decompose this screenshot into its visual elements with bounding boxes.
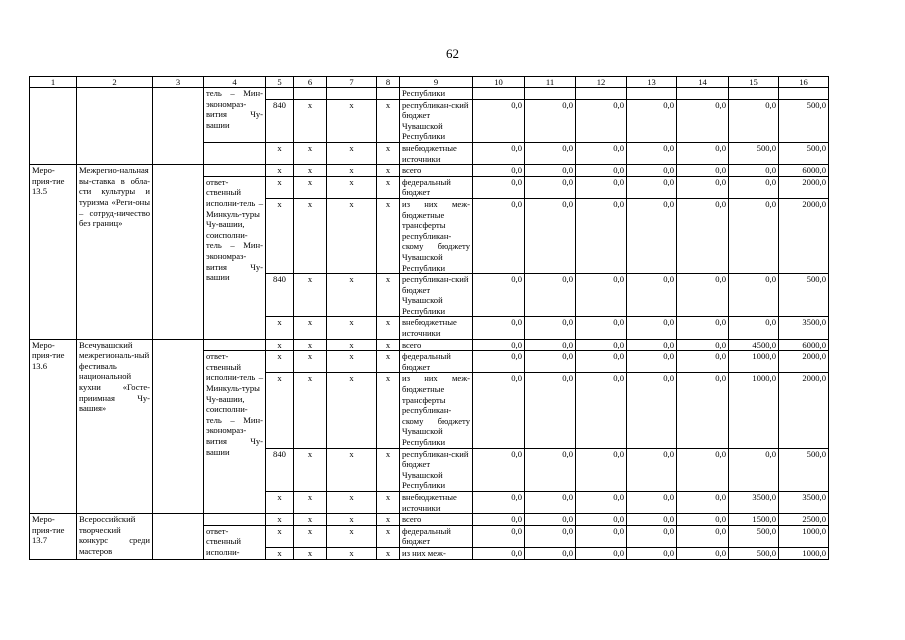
code-cell: х [377,176,400,198]
code-cell: х [377,351,400,373]
value-cell: 0,0 [677,448,729,491]
value-cell: 1000,0 [729,373,779,448]
code-cell [327,88,377,100]
value-cell: 0,0 [473,176,525,198]
code-cell: х [377,165,400,177]
value-cell: 0,0 [627,317,677,339]
code-cell: х [266,142,294,164]
value-cell: 500,0 [779,448,829,491]
value-cell: 0,0 [525,176,576,198]
value-cell: 0,0 [525,165,576,177]
code-cell: х [377,373,400,448]
funding-source-cell: из них меж- [400,547,473,559]
value-cell: 0,0 [576,373,627,448]
value-cell: 500,0 [779,274,829,317]
code-cell: х [266,198,294,273]
value-cell: 0,0 [576,274,627,317]
value-cell: 0,0 [729,198,779,273]
code-cell: 840 [266,274,294,317]
value-cell: 2000,0 [779,373,829,448]
code-cell: х [327,339,377,351]
value-cell: 0,0 [729,448,779,491]
code-cell: х [294,351,327,373]
code-cell: х [377,99,400,142]
value-cell: 0,0 [627,514,677,526]
header-cell: 4 [204,77,266,88]
value-cell: 500,0 [729,525,779,547]
value-cell: 0,0 [576,547,627,559]
code-cell: х [327,274,377,317]
executor-cell [204,339,266,351]
table-row [30,88,829,100]
value-cell: 0,0 [627,351,677,373]
executor-cell: ответ-ственный исполни-тель – Минкуль-туры Чу-вашии, соисполни-тель – Мин-экономраз-вития Чу-вашии [204,351,266,514]
code-cell: х [266,547,294,559]
value-cell: 0,0 [677,99,729,142]
code-cell: х [266,373,294,448]
code-cell: х [294,165,327,177]
code-cell [266,88,294,100]
value-cell [627,88,677,100]
value-cell: 0,0 [473,142,525,164]
funding-source-cell: всего [400,165,473,177]
value-cell: 0,0 [576,448,627,491]
value-cell: 0,0 [677,525,729,547]
code-cell: х [294,525,327,547]
value-cell: 0,0 [525,351,576,373]
value-cell: 0,0 [576,317,627,339]
value-cell: 4500,0 [729,339,779,351]
value-cell: 0,0 [525,339,576,351]
code-cell: 840 [266,99,294,142]
code-cell: х [327,317,377,339]
code-cell: х [377,491,400,513]
value-cell: 0,0 [473,491,525,513]
funding-source-cell: внебюджетные источники [400,142,473,164]
table-row [30,339,829,351]
code-cell: х [327,547,377,559]
value-cell: 0,0 [473,351,525,373]
value-cell: 2000,0 [779,176,829,198]
value-cell: 6000,0 [779,165,829,177]
value-cell: 0,0 [576,142,627,164]
value-cell: 0,0 [473,317,525,339]
value-cell: 0,0 [627,525,677,547]
value-cell: 0,0 [729,176,779,198]
code-cell: х [377,317,400,339]
value-cell: 0,0 [677,491,729,513]
value-cell: 0,0 [576,176,627,198]
code-cell: х [294,547,327,559]
code-cell: х [294,339,327,351]
code-cell: х [294,176,327,198]
code-cell: х [327,448,377,491]
value-cell: 0,0 [729,165,779,177]
value-cell: 0,0 [677,274,729,317]
code-cell: х [327,176,377,198]
value-cell: 0,0 [729,317,779,339]
value-cell [729,88,779,100]
value-cell: 2500,0 [779,514,829,526]
value-cell: 0,0 [576,525,627,547]
header-cell: 11 [525,77,576,88]
value-cell: 0,0 [576,198,627,273]
event-name-cell [77,88,153,165]
value-cell: 0,0 [525,142,576,164]
code-cell: х [294,373,327,448]
value-cell: 0,0 [473,547,525,559]
value-cell: 0,0 [473,165,525,177]
code-cell: х [377,142,400,164]
code-cell: х [294,198,327,273]
funding-source-cell: Республики [400,88,473,100]
code-cell: х [327,514,377,526]
value-cell: 0,0 [525,525,576,547]
header-cell: 13 [627,77,677,88]
code-cell: х [327,373,377,448]
value-cell [576,88,627,100]
header-cell: 8 [377,77,400,88]
code-cell: х [327,198,377,273]
header-row [30,77,829,88]
value-cell: 0,0 [473,99,525,142]
code-cell: х [377,525,400,547]
value-cell: 0,0 [473,373,525,448]
value-cell: 0,0 [677,351,729,373]
value-cell: 0,0 [525,491,576,513]
header-cell: 2 [77,77,153,88]
value-cell: 0,0 [677,514,729,526]
header-cell: 12 [576,77,627,88]
value-cell [677,88,729,100]
code-cell: х [294,491,327,513]
code-cell: х [327,491,377,513]
value-cell: 0,0 [677,547,729,559]
code-cell: х [377,274,400,317]
header-cell: 5 [266,77,294,88]
code-cell: х [266,351,294,373]
header-cell: 16 [779,77,829,88]
value-cell: 0,0 [576,514,627,526]
header-cell: 9 [400,77,473,88]
code-cell: х [266,165,294,177]
event-label-cell [30,88,77,165]
table-row [30,165,829,177]
code-cell: х [377,198,400,273]
value-cell: 0,0 [729,274,779,317]
col3-cell [153,339,204,514]
code-cell: 840 [266,448,294,491]
funding-source-cell: из них меж-бюджетные трансферты республикан-скому бюджету Чувашской Республики [400,373,473,448]
value-cell: 3500,0 [729,491,779,513]
value-cell: 0,0 [576,165,627,177]
value-cell [779,88,829,100]
value-cell: 0,0 [473,514,525,526]
code-cell: х [266,525,294,547]
value-cell: 0,0 [627,339,677,351]
value-cell: 500,0 [729,142,779,164]
code-cell: х [327,525,377,547]
code-cell: х [294,99,327,142]
event-name-cell: Межрегио-нальная вы-ставка в обла-сти культуры и туризма «Реги-оны – сотруд-ничество без границ» [77,165,153,340]
value-cell: 0,0 [729,99,779,142]
code-cell: х [377,448,400,491]
code-cell: х [294,448,327,491]
value-cell: 0,0 [473,339,525,351]
funding-source-cell: федеральный бюджет [400,176,473,198]
value-cell [473,88,525,100]
value-cell: 6000,0 [779,339,829,351]
value-cell: 2000,0 [779,198,829,273]
code-cell: х [266,317,294,339]
budget-table [29,76,829,560]
funding-source-cell: федеральный бюджет [400,351,473,373]
funding-source-cell: из них меж-бюджетные трансферты республикан-скому бюджету Чувашской Республики [400,198,473,273]
funding-source-cell: федеральный бюджет [400,525,473,547]
value-cell: 0,0 [627,99,677,142]
value-cell: 0,0 [677,339,729,351]
value-cell: 0,0 [627,274,677,317]
value-cell: 0,0 [677,142,729,164]
value-cell: 1000,0 [779,547,829,559]
code-cell [294,88,327,100]
header-cell: 10 [473,77,525,88]
funding-source-cell: всего [400,514,473,526]
value-cell: 0,0 [576,491,627,513]
executor-cell: тель – Мин-экономраз-вития Чу-вашии [204,88,266,143]
value-cell: 500,0 [729,547,779,559]
col3-cell [153,514,204,559]
funding-source-cell: внебюджетные источники [400,317,473,339]
value-cell: 0,0 [677,373,729,448]
value-cell: 0,0 [627,448,677,491]
value-cell: 0,0 [525,198,576,273]
event-label-cell: Меро-прия-тие 13.6 [30,339,77,514]
code-cell: х [377,514,400,526]
code-cell: х [266,491,294,513]
executor-cell [204,165,266,177]
code-cell: х [294,317,327,339]
funding-source-cell: республикан-ский бюджет Чувашской Республики [400,274,473,317]
value-cell: 0,0 [677,165,729,177]
value-cell: 0,0 [576,99,627,142]
value-cell: 0,0 [525,373,576,448]
value-cell: 0,0 [473,274,525,317]
funding-source-cell: внебюджетные источники [400,491,473,513]
funding-source-cell: всего [400,339,473,351]
event-name-cell: Всечувашский межрегиональ-ный фестиваль национальной кухни «Госте-приимная Чу-вашия» [77,339,153,514]
page-number: 62 [446,46,459,61]
header-cell: 15 [729,77,779,88]
value-cell: 0,0 [677,176,729,198]
value-cell: 0,0 [627,491,677,513]
value-cell: 0,0 [525,317,576,339]
value-cell: 0,0 [677,317,729,339]
header-cell: 3 [153,77,204,88]
value-cell: 0,0 [525,274,576,317]
code-cell: х [327,351,377,373]
funding-source-cell: республикан-ский бюджет Чувашской Республики [400,99,473,142]
code-cell: х [294,514,327,526]
value-cell: 0,0 [576,351,627,373]
col3-cell [153,88,204,165]
value-cell: 1000,0 [779,525,829,547]
value-cell: 2000,0 [779,351,829,373]
funding-source-cell: республикан-ский бюджет Чувашской Республики [400,448,473,491]
code-cell: х [327,142,377,164]
value-cell: 3500,0 [779,317,829,339]
code-cell: х [294,142,327,164]
value-cell [525,88,576,100]
event-label-cell: Меро-прия-тие 13.5 [30,165,77,340]
event-name-cell: Всероссийский творческий конкурс среди мастеров [77,514,153,559]
value-cell: 0,0 [627,198,677,273]
value-cell: 500,0 [779,99,829,142]
value-cell: 0,0 [525,547,576,559]
value-cell: 3500,0 [779,491,829,513]
value-cell: 0,0 [525,448,576,491]
value-cell: 0,0 [627,142,677,164]
value-cell: 500,0 [779,142,829,164]
header-cell: 7 [327,77,377,88]
col3-cell [153,165,204,340]
value-cell: 1500,0 [729,514,779,526]
value-cell: 0,0 [576,339,627,351]
code-cell: х [377,339,400,351]
event-label-cell: Меро-прия-тие 13.7 [30,514,77,559]
executor-cell [204,142,266,164]
code-cell: х [266,339,294,351]
value-cell: 0,0 [525,99,576,142]
executor-cell [204,514,266,526]
code-cell: х [327,99,377,142]
value-cell: 0,0 [627,165,677,177]
code-cell: х [266,514,294,526]
value-cell: 0,0 [525,514,576,526]
value-cell: 0,0 [677,198,729,273]
code-cell: х [327,165,377,177]
value-cell: 0,0 [627,547,677,559]
code-cell: х [377,547,400,559]
value-cell: 0,0 [627,176,677,198]
code-cell [377,88,400,100]
value-cell: 0,0 [627,373,677,448]
value-cell: 1000,0 [729,351,779,373]
header-cell: 6 [294,77,327,88]
code-cell: х [294,274,327,317]
header-cell: 14 [677,77,729,88]
value-cell: 0,0 [473,448,525,491]
executor-cell: ответ-ственный исполни-тель – Минкуль-туры Чу-вашии, соисполни-тель – Мин-экономраз-вития Чу-вашии [204,176,266,339]
code-cell: х [266,176,294,198]
table-row [30,514,829,526]
value-cell: 0,0 [473,525,525,547]
header-cell: 1 [30,77,77,88]
executor-cell: ответ-ственный исполни- [204,525,266,559]
value-cell: 0,0 [473,198,525,273]
